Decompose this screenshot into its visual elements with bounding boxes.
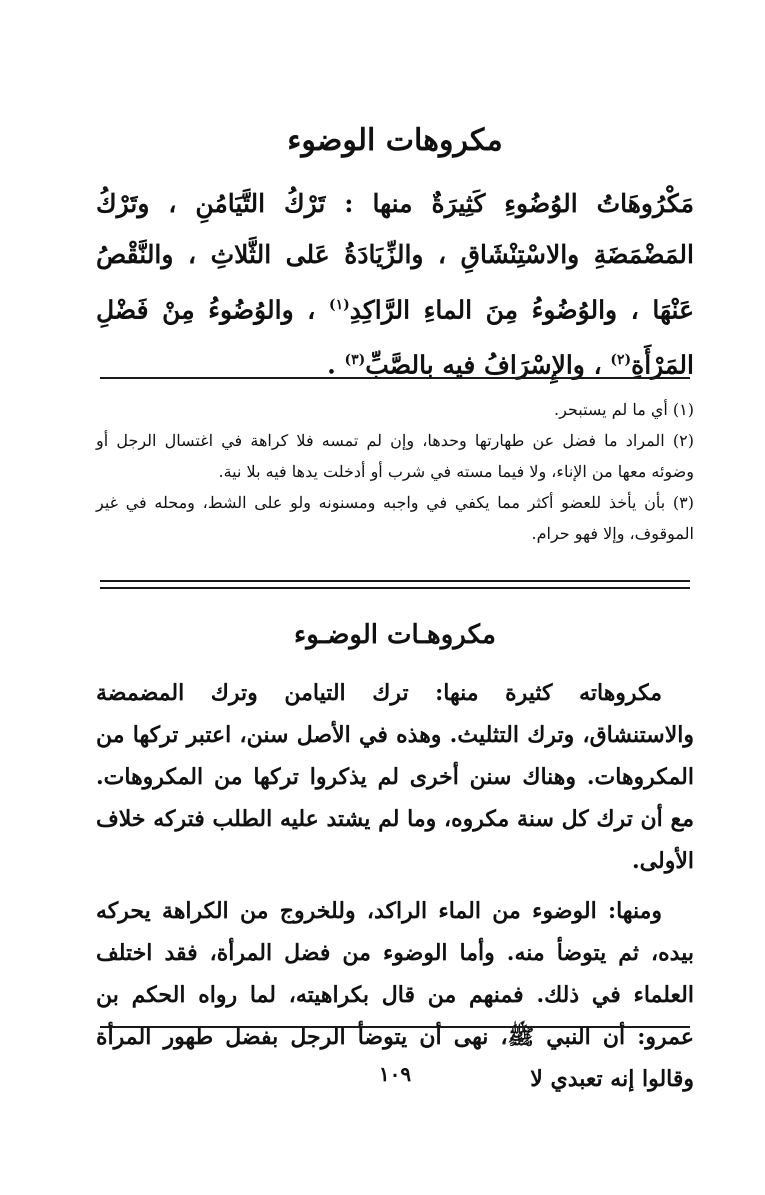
footnote-1: (١) أي ما لم يستبحر. [554,400,694,419]
section-title: مكروهات الوضوء [287,123,503,158]
matn-paragraph [96,178,694,391]
footnotes [96,394,694,549]
commentary-title: مكروهـات الوضـوء [294,620,496,650]
footnote-2: (٢) المراد ما فضل عن طهارتها وحدها، وإن لم تمسه فلا كراهة في اغتسال الرجل أو وضوئه معها من الإناء، ولا فيما مسته في شرب أو أدخلت يدها فيه بلا نية. [96,431,695,481]
footnote-ref-1: (١) [328,297,350,313]
footnote-ref-2: (٢) [610,352,632,369]
commentary-paragraph-1: مكروهاته كثيرة منها: ترك التيامن وترك المضمضة والاستنشاق، وترك التثليث. وهذه في الأصل سنن، اعتبر تركها من المكروهات. وهناك سنن أخرى لم يذكروا تركها من المكروهات. مع أن ترك كل سنة مكروه، وما لم يشتد عليه الطلب فتركه خلاف الأولى. [96,680,694,874]
bottom-divider [100,1026,690,1028]
footnote-separator [100,377,690,379]
matn-text [96,178,694,391]
matn-text-part: ، والإِسْرَافُ فيه بالصَّبِّ [365,350,611,380]
double-divider-top [100,580,690,582]
matn-text-part: . [327,350,345,380]
footnote-ref-3: (٣) [344,352,366,369]
double-divider-bottom [100,587,690,589]
page-number: ١٠٩ [378,1062,412,1086]
commentary-paragraph-2: ومنها: الوضوء من الماء الراكد، وللخروج من الكراهة يحركه بيده، ثم يتوضأ منه. وأما الوضوء من فضل المرأة، فقد اختلف العلماء في ذلك. فمنهم من قال بكراهيته، لما رواه الحكم بن عمرو: أن النبي ﷺ، نهى أن يتوضأ الرجل بفضل طهور المرأة وقالوا إنه تعبدي لا [96,898,694,1092]
commentary-text [96,672,694,1108]
matn-text-part: مَكْرُوهَاتُ الوُضُوءِ كَثِيرَةٌ منها : تَرْكُ التَّيَامُنِ ، وتَرْكُ المَضْمَضَةِ والاسْتِنْشَاقِ ، والزِّيَادَةُ عَلى الثَّلاثِ ، والنَّقْصُ عَنْهَا ، والوُضُوءُ مِنَ الماءِ الرَّاكِدِ [96,189,694,325]
matn-text-part: ، والوُضُوءُ مِنْ فَضْلِ المَرْأَةِ [96,295,694,380]
footnote-3: (٣) بأن يأخذ للعضو أكثر مما يكفي في واجبه ومسنونه ولو على الشط، ومحله في غير الموقوف، وإلا فهو حرام. [96,493,694,543]
